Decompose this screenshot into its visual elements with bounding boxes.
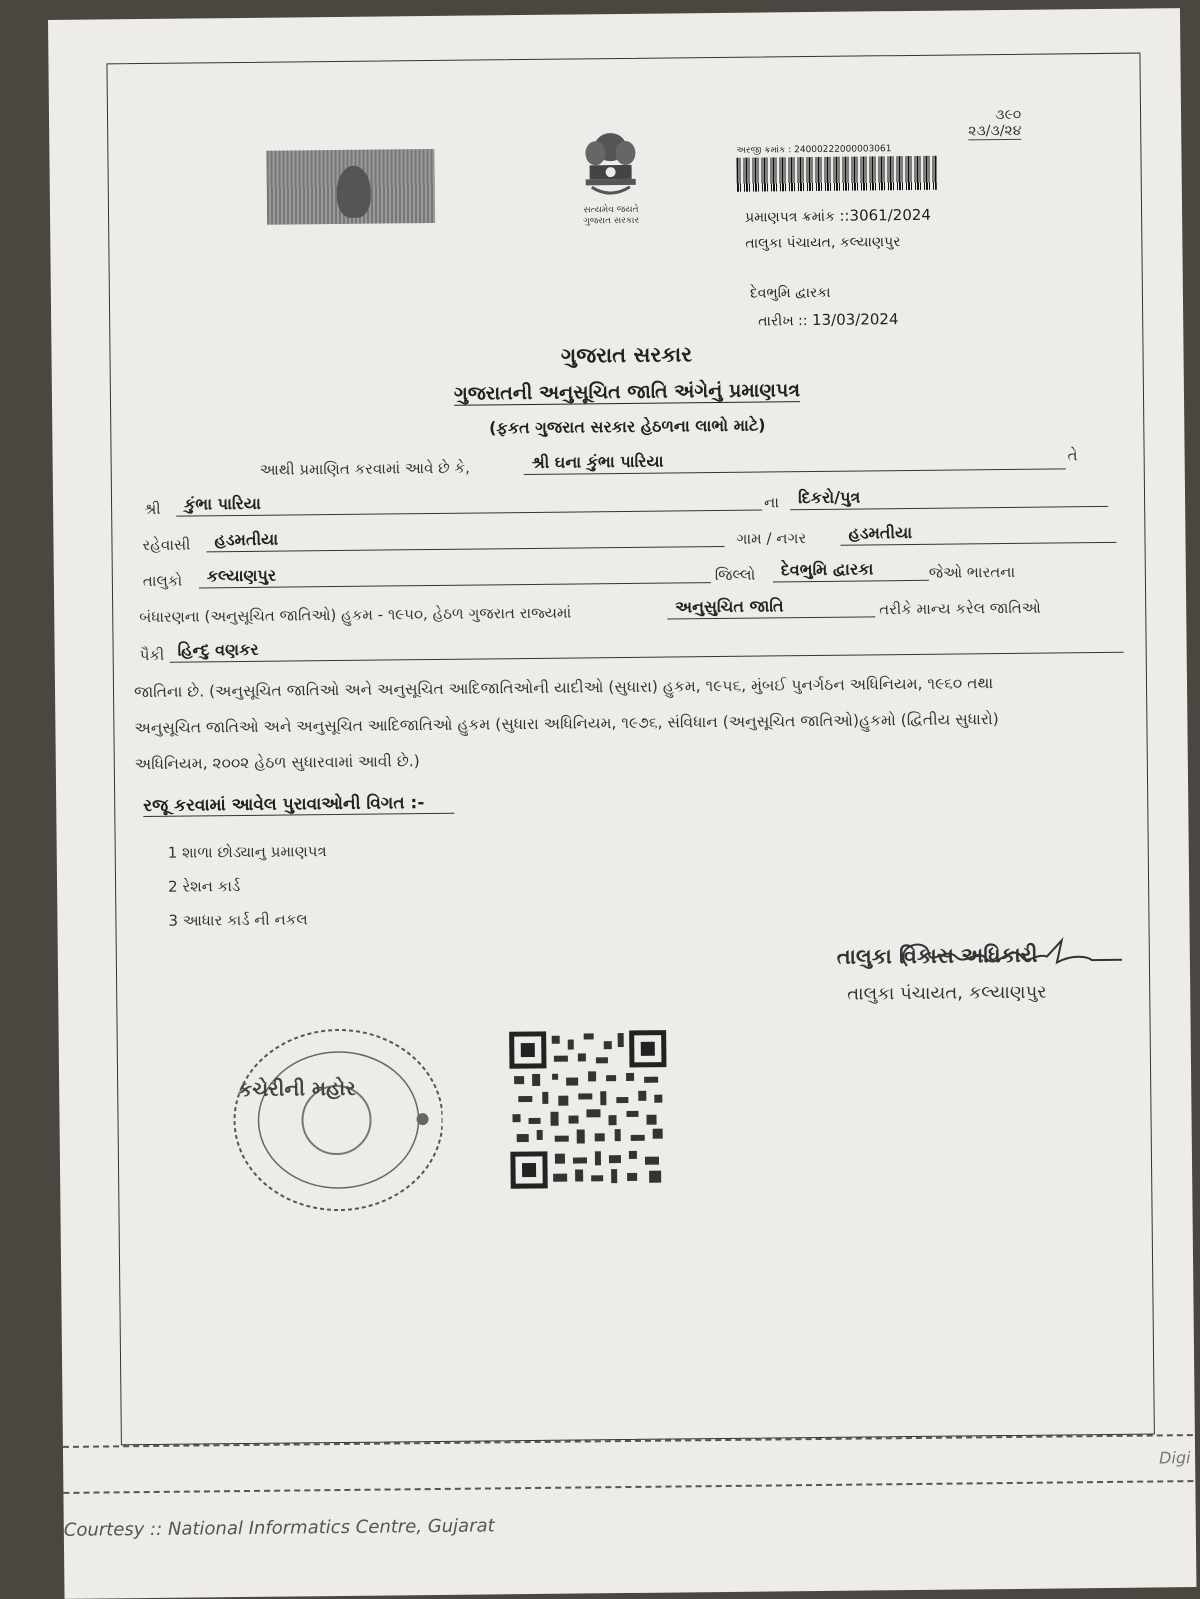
documents-title: રજૂ કરવામાં આવેલ પુરાવાઓની વિગત :- <box>143 793 454 817</box>
district-value: દેવભુમિ દ્વારકા <box>773 558 929 583</box>
document-item: 2 રેશન કાર્ડ <box>167 877 241 896</box>
document-item: 1 શાળા છોડ્યાનુ પ્રમાણપત્ર <box>167 842 327 862</box>
order-label: બંધારણના (અનુસૂચિત જાતિઓ) હુકમ - ૧૯૫૦, હેઠળ ગુજરાત રાજ્યમાં <box>139 603 572 627</box>
category-value: અનુસુચિત જાતિ <box>667 594 875 619</box>
page-title: ગુજરાત સરકાર <box>560 342 693 368</box>
handwritten-inward-number: ૩૯૦ ૨૩/૩/૨૪ <box>968 106 1022 140</box>
seal-caption: કચેરીની મહોર <box>238 1075 356 1102</box>
signatory-block <box>837 943 1047 1005</box>
district-label: જિલ્લો <box>714 565 756 585</box>
application-number: અરજી ક્રમાંક : 24000222000003061 <box>736 144 892 156</box>
taluka-label: તાલુકો <box>142 571 183 591</box>
barcode <box>736 156 936 192</box>
village-value: હડમતીયા <box>840 520 1116 546</box>
caste-value: હિન્દુ વણકર <box>169 630 1123 663</box>
village-label: ગામ / નગર <box>736 529 807 548</box>
emblem-govt: ગુજરાત સરકાર <box>583 215 640 227</box>
taluka-value: કલ્યાણપુર <box>199 560 711 588</box>
footer-credit: Courtesy :: National Informatics Centre, Gujarat <box>63 1515 495 1541</box>
ashoka-emblem-icon <box>577 129 644 206</box>
document-item: 3 આધાર કાર્ડ ની નકલ <box>168 910 308 930</box>
signatory-role: તાલુકા વિકાસ અધિકારી <box>836 942 1038 969</box>
india-label: જેઓ ભારતના <box>928 562 1016 582</box>
emblem-motto: સત્યમેવ જયતે <box>583 204 639 216</box>
father-name: કુંભા પારિયા <box>176 488 762 517</box>
signatory-office: તાલુકા પંચાયત, કલ્યાણપુર <box>847 981 1047 1005</box>
among-label: પૈકી <box>139 645 165 665</box>
qr-code <box>508 1029 670 1191</box>
certificate-title: ગુજરાતની અનુસૂચિત જાતિ અંગેનું પ્રમાણપત્ર <box>453 379 801 405</box>
certify-label: આથી પ્રમાણિત કરવામાં આવે છે કે, <box>259 458 470 479</box>
applicant-name: શ્રી ઘના કુંભા પારિયા <box>524 446 1066 475</box>
na-label: ના <box>763 493 780 512</box>
certificate-paper <box>48 8 1196 1599</box>
recognised-label: તરીકે માન્ય કરેલ જાતિઓ <box>879 598 1041 619</box>
footer-divider <box>63 1480 1193 1494</box>
digital-label: Digi <box>1159 1448 1191 1468</box>
issue-date: તારીખ :: 13/03/2024 <box>758 310 899 330</box>
shri-label: શ્રી <box>144 499 161 519</box>
office-seal <box>218 1021 444 1213</box>
issuing-district: દેવભુમિ દ્વારકા <box>749 284 831 302</box>
relation: દિકરો/પુત્ર <box>790 484 1108 510</box>
legal-paragraph: જાતિના છે. (અનુસૂચિત જાતિઓ અને અનુસૂચિત આદિજાતિઓની યાદીઓ (સુધારા) હુકમ, ૧૯૫૬, મુંબઈ પુનર્ગઠન અધિનિયમ, ૧૯૬૦ તથા અનુસૂચિત જાતિઓ અને અનુસૂચિત આદિજાતિઓ હુકમ (સુધારા અધિનિયમ, ૧૯૭૬, સંવિધાન (અનુસૂચિત જાતિઓ)હુકમો (દ્વિતીય સુધારો) અધિનિયમ, ૨૦૦૨ હેઠળ સુધારવામાં આવી છે.) <box>133 674 999 774</box>
issuing-office: તાલુકા પંચાયત, કલ્યાણપુર <box>745 234 901 252</box>
qr-code-icon <box>508 1029 670 1191</box>
state-emblem <box>560 129 661 240</box>
te-label: તે <box>1067 446 1078 465</box>
resident-label: રહેવાસી <box>142 535 191 555</box>
resident-value: હડમતીયા <box>206 524 724 552</box>
certificate-number: પ્રમાણપત્ર ક્રમાંક ::3061/2024 <box>745 205 931 226</box>
certificate-subnote: (ફકત ગુજરાત સરકાર હેઠળના લાભો માટે) <box>488 415 766 438</box>
certificate-frame <box>106 53 1154 1446</box>
applicant-photo <box>266 149 435 225</box>
seal-icon <box>218 1021 444 1213</box>
